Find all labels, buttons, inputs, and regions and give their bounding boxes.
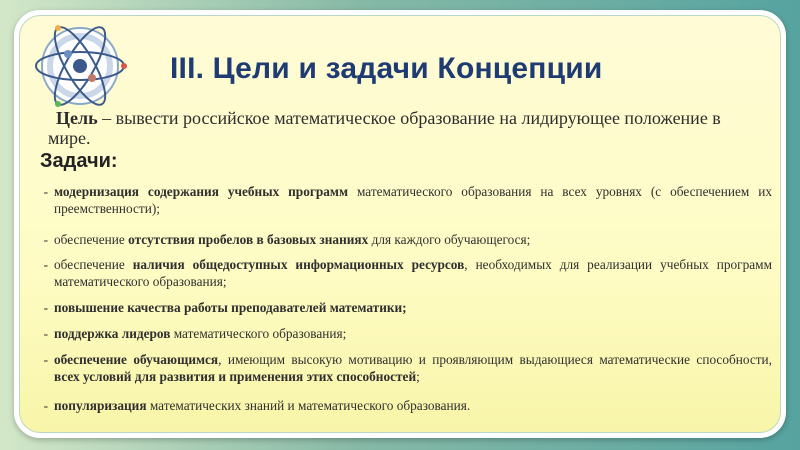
task-text: обеспечение <box>54 232 129 247</box>
list-dash: - <box>43 326 48 341</box>
list-item <box>28 351 772 385</box>
list-dash: - <box>43 232 48 247</box>
atom-logo-icon <box>30 24 130 108</box>
list-item <box>28 183 772 217</box>
task-bold: модернизация содержания учебных программ <box>54 184 349 199</box>
task-text: ; <box>416 369 420 384</box>
list-item <box>28 397 772 414</box>
task-text: математических знаний и математического образования. <box>146 398 471 413</box>
task-bold: поддержка лидеров <box>54 326 171 341</box>
task-bold: отсутствия пробелов в базовых знаниях <box>128 232 369 247</box>
list-dash: - <box>43 398 48 413</box>
goal-text: – вывести российское математическое образование на лидирующее положение в мире. <box>48 108 721 148</box>
task-text: обеспечение <box>54 257 133 272</box>
tasks-heading: Задачи: <box>40 150 118 172</box>
goal-label: Цель <box>56 108 98 128</box>
task-bold: всех условий для развития и применения этих способностей <box>54 369 417 384</box>
task-bold: наличия общедоступных информационных ресурсов <box>132 257 465 272</box>
task-text: , необходимых для реализации учебных программ математического образования; <box>54 257 772 289</box>
list-dash: - <box>43 184 48 199</box>
task-bold: обеспечение обучающимся <box>54 352 219 367</box>
list-item <box>28 256 772 290</box>
task-text: математического образования; <box>170 326 347 341</box>
task-bold: популяризация <box>54 398 147 413</box>
slide-title: III. Цели и задачи Концепции <box>170 52 603 85</box>
goal-paragraph <box>48 108 748 148</box>
task-text: математического образования на всех уровнях (с обеспечением их преемственности); <box>54 184 772 216</box>
list-item <box>28 325 772 342</box>
list-item <box>28 231 772 248</box>
list-dash: - <box>43 300 48 315</box>
list-dash: - <box>43 257 48 272</box>
task-bold: повышение качества работы преподавателей математики; <box>54 300 407 315</box>
task-text: для каждого обучающегося; <box>368 232 531 247</box>
list-item <box>28 299 772 316</box>
list-dash: - <box>43 352 48 367</box>
task-text: , имеющим высокую мотивацию и проявляющим выдающиеся математические способности, <box>218 352 772 367</box>
